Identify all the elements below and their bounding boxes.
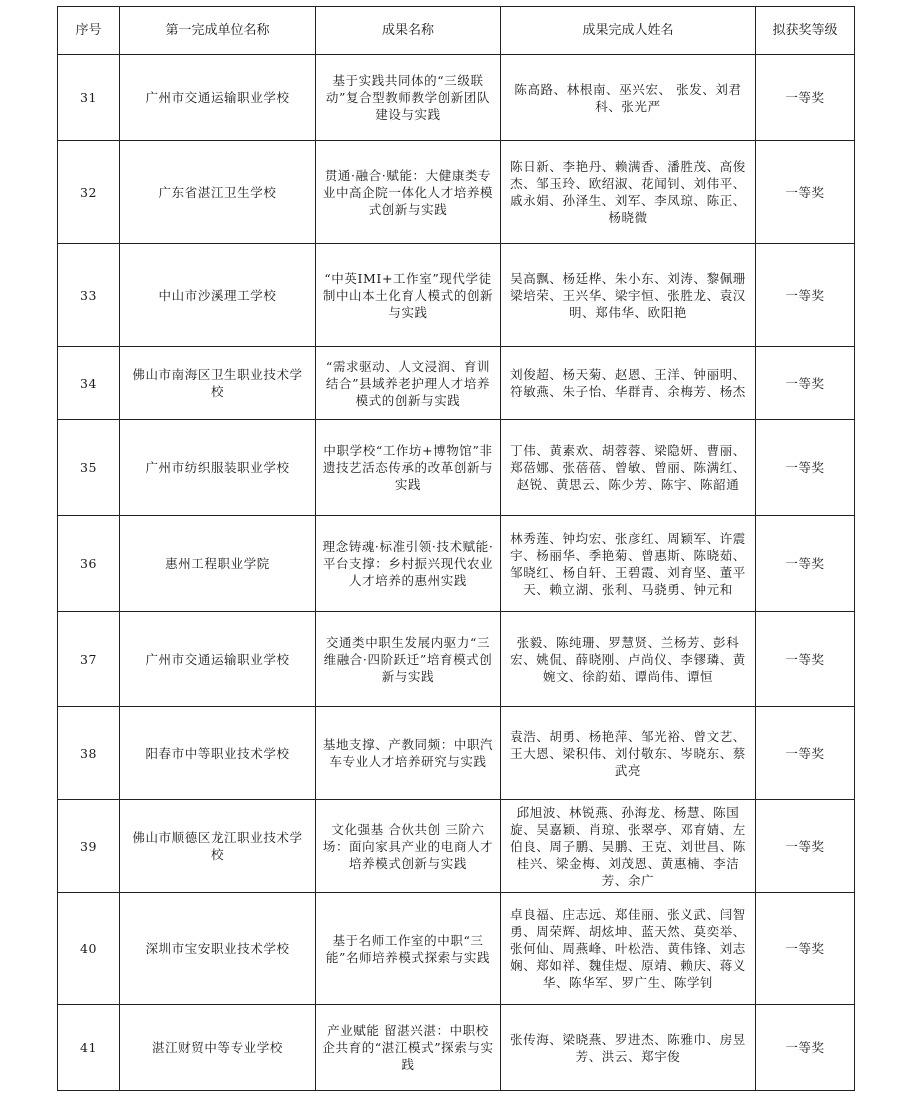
contributors-cell: 刘俊超、杨天菊、赵恩、王洋、钟丽明、符敏燕、朱子怡、华群青、余梅芳、杨杰 [501,347,756,420]
contributors-cell: 林秀莲、钟均宏、张彦红、周颖军、许震宇、杨丽华、季艳菊、曾惠斯、陈晓茹、邹晓红、杨自轩、王碧霞、刘育坚、董平天、赖立湖、张利、马骁勇、钟元和 [501,516,756,612]
serial-number-cell: 38 [58,707,120,800]
serial-number-cell: 35 [58,420,120,516]
serial-number-cell: 33 [58,244,120,347]
table-header-row [58,7,855,55]
contributors-cell: 吴高飘、杨廷桦、朱小东、刘涛、黎佩珊梁培荣、王兴华、梁宇恒、张胜龙、袁汉明、郑伟华、欧阳艳 [501,244,756,347]
contributors-cell: 陈日新、李艳丹、赖满香、潘胜茂、高俊杰、邹玉玲、欧绍淑、花闻钊、刘伟平、戚永娟、孙泽生、刘军、李凤琼、陈正、杨晓微 [501,141,756,244]
table-row [58,612,855,707]
table-row [58,893,855,1005]
award-level-cell: 一等奖 [756,893,855,1005]
title-cell: 交通类中职生发展内驱力“三维融合·四阶跃迁”培育模式创新与实践 [316,612,501,707]
serial-number-cell: 37 [58,612,120,707]
header-serial-number: 序号 [58,7,120,55]
award-level-cell: 一等奖 [756,244,855,347]
title-cell: 贯通·融合·赋能：大健康类专业中高企院一体化人才培养模式创新与实践 [316,141,501,244]
serial-number-cell: 36 [58,516,120,612]
award-level-cell: 一等奖 [756,707,855,800]
table-row [58,141,855,244]
table-row [58,707,855,800]
header-contributors: 成果完成人姓名 [501,7,756,55]
table-row [58,55,855,141]
title-cell: 理念铸魂·标准引领·技术赋能·平台支撑：乡村振兴现代农业人才培养的惠州实践 [316,516,501,612]
awards-table [57,6,855,1091]
award-level-cell: 一等奖 [756,800,855,893]
table-row [58,516,855,612]
table-body [58,55,855,1091]
table-row [58,420,855,516]
unit-cell: 广东省湛江卫生学校 [120,141,316,244]
header-first-unit: 第一完成单位名称 [120,7,316,55]
contributors-cell: 张毅、陈纯珊、罗慧贤、兰杨芳、彭科宏、姚侃、薛晓刚、卢尚仪、李镠璘、黄婉文、徐韵茹、谭尚伟、谭恒 [501,612,756,707]
contributors-cell: 卓良福、庄志远、郑佳丽、张义武、闫智勇、周荣辉、胡炫坤、蓝天然、莫奕举、张何仙、周燕峰、叶松浩、黄伟锋、刘志娴、郑如祥、魏佳煜、原靖、赖庆、蒋义华、陈华军、罗广生、陈学钊 [501,893,756,1005]
unit-cell: 惠州工程职业学院 [120,516,316,612]
title-cell: 基于名师工作室的中职“三能”名师培养模式探索与实践 [316,893,501,1005]
title-cell: 基于实践共同体的“三级联动”复合型教师教学创新团队建设与实践 [316,55,501,141]
table-row [58,244,855,347]
unit-cell: 广州市交通运输职业学校 [120,612,316,707]
unit-cell: 湛江财贸中等专业学校 [120,1005,316,1091]
table-row [58,800,855,893]
contributors-cell: 丁伟、黄素欢、胡蓉蓉、梁隐妍、曹丽、郑蓓娜、张蓓蓓、曾敏、曾丽、陈满红、赵锐、黄思云、陈少芳、陈宇、陈韶通 [501,420,756,516]
title-cell: 中职学校“工作坊+博物馆”非遗技艺活态传承的改革创新与实践 [316,420,501,516]
serial-number-cell: 39 [58,800,120,893]
serial-number-cell: 32 [58,141,120,244]
header-award-level: 拟获奖等级 [756,7,855,55]
title-cell: “需求驱动、人文浸润、育训结合”县域养老护理人才培养模式的创新与实践 [316,347,501,420]
title-cell: 基地支撑、产教同频：中职汽车专业人才培养研究与实践 [316,707,501,800]
serial-number-cell: 41 [58,1005,120,1091]
contributors-cell: 张传海、梁晓燕、罗进杰、陈雅巾、房昱芳、洪云、郑宇俊 [501,1005,756,1091]
title-cell: 文化强基 合伙共创 三阶六场：面向家具产业的电商人才培养模式创新与实践 [316,800,501,893]
unit-cell: 深圳市宝安职业技术学校 [120,893,316,1005]
title-cell: 产业赋能 留湛兴湛：中职校企共育的“湛江模式”探索与实践 [316,1005,501,1091]
header-achievement-title: 成果名称 [316,7,501,55]
award-level-cell: 一等奖 [756,347,855,420]
serial-number-cell: 40 [58,893,120,1005]
award-level-cell: 一等奖 [756,141,855,244]
title-cell: “中英IMI+工作室”现代学徒制中山本土化育人模式的创新与实践 [316,244,501,347]
table-row [58,1005,855,1091]
award-level-cell: 一等奖 [756,1005,855,1091]
serial-number-cell: 31 [58,55,120,141]
unit-cell: 中山市沙溪理工学校 [120,244,316,347]
award-level-cell: 一等奖 [756,516,855,612]
unit-cell: 广州市纺织服装职业学校 [120,420,316,516]
contributors-cell: 邱旭波、林锐燕、孙海龙、杨慧、陈国旋、吴嘉颖、肖琼、张翠亭、邓育婧、左伯良、周子鹏、吴鹏、王克、刘世昌、陈桂兴、梁金梅、刘茂恩、黄惠楠、李洁芳、余广 [501,800,756,893]
unit-cell: 佛山市顺德区龙江职业技术学校 [120,800,316,893]
award-level-cell: 一等奖 [756,612,855,707]
unit-cell: 佛山市南海区卫生职业技术学校 [120,347,316,420]
unit-cell: 阳春市中等职业技术学校 [120,707,316,800]
serial-number-cell: 34 [58,347,120,420]
contributors-cell: 袁浩、胡勇、杨艳萍、邹光裕、曾文艺、王大恩、梁积伟、刘付敬东、岑晓东、蔡武亮 [501,707,756,800]
contributors-cell: 陈高路、林根南、巫兴宏、 张发、刘君科、张光严 [501,55,756,141]
award-level-cell: 一等奖 [756,420,855,516]
table-row [58,347,855,420]
award-level-cell: 一等奖 [756,55,855,141]
unit-cell: 广州市交通运输职业学校 [120,55,316,141]
